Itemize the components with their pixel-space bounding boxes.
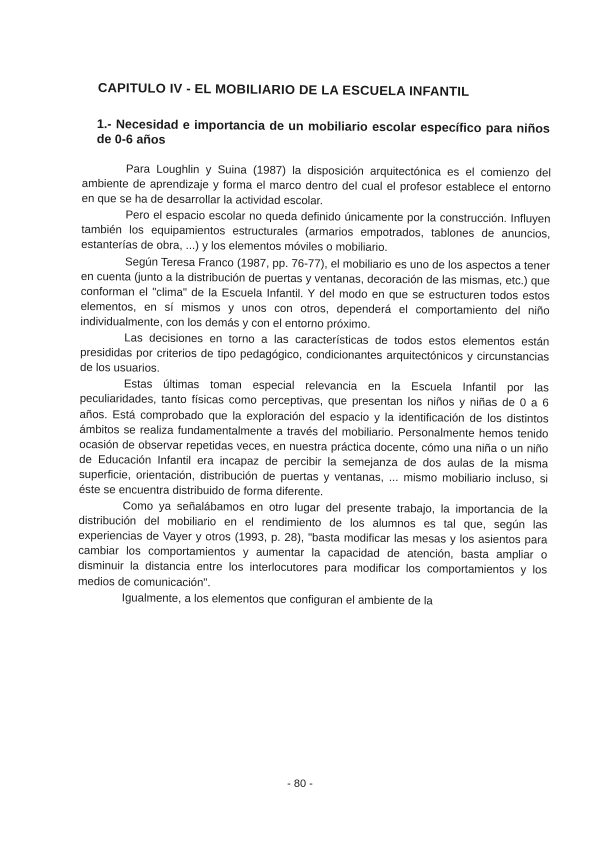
paragraph: Para Loughlin y Suina (1987) la disposición arquitectónica es el comienzo del ambiente de aprendizaje y forma el marco dentro del cual el profesor establece el entorno en que se ha de desarrollar la actividad escolar. <box>81 163 551 208</box>
page-number: - 80 - <box>287 778 313 790</box>
paragraph: Igualmente, a los elementos que configuran el ambiente de la <box>121 592 433 608</box>
paragraph: Las decisiones en torno a las características de todos estos elementos están presididas por criterios de tipo pedagógico, condicionantes arquitectónicos y circunstancias de los usuarios. <box>79 332 550 375</box>
body-text <box>78 162 551 611</box>
paragraph: Estas últimas toman especial relevancia en la Escuela Infantil por las peculiaridades, tanto físicas como perceptivas, que presentan los niños y niñas de 0 a 6 años. Está comprobado que la exploración del espacio y la identificación de los distintos ámbitos se realiza fundamentalmente a través del mobiliario. Personalmente hemos tenido ocasión de observar repetidas veces, en nuestra práctica docente, cómo una niña o un niño de Educación Infantil era incapaz de percibir la semejanza de dos aulas de la misma superficie, orientación, distribución de puertas y ventanas, ... mismo mobiliario incluso, si éste se encuentra distribuido de forma diferente. <box>78 378 549 499</box>
section-title: 1.- Necesidad e importancia de un mobiliario escolar específico para niños de 0-6 años <box>96 117 550 147</box>
paragraph: Como ya señalábamos en otro lugar del presente trabajo, la importancia de la distribución del mobiliario en el rendimiento de los alumnos es tal que, según las experiencias de Vayer y otros (1993, p. 28), "basta modificar las mesas y los asientos para cambiar los comportamientos y aumentar la capacidad de atención, basta ampliar o disminuir la distancia entre los interlocutores para modificar los comportamientos y los medios de comunicación". <box>77 500 548 589</box>
paragraph: Según Teresa Franco (1987, pp. 76-77), el mobiliario es uno de los aspectos a tener en cuenta (junto a la distribución de puertas y ventanas, decoración de las mismas, etc.) que conforman el "clima" de la Escuela Infantil. Y del modo en que se estructuren todos estos elementos, en sí mismos y unos con otros, dependerá el comportamiento del niño individualmente, con los demás y con el entorno próximo. <box>80 255 551 331</box>
chapter-title: CAPITULO IV - EL MOBILIARIO DE LA ESCUELA INFANTIL <box>97 80 470 99</box>
paragraph: Pero el espacio escolar no queda definido únicamente por la construcción. Influyen también los equipamientos estructurales (armarios empotrados, tablones de anuncios, estanterías de obra, ...) y los elementos móviles o mobiliario. <box>81 209 551 255</box>
